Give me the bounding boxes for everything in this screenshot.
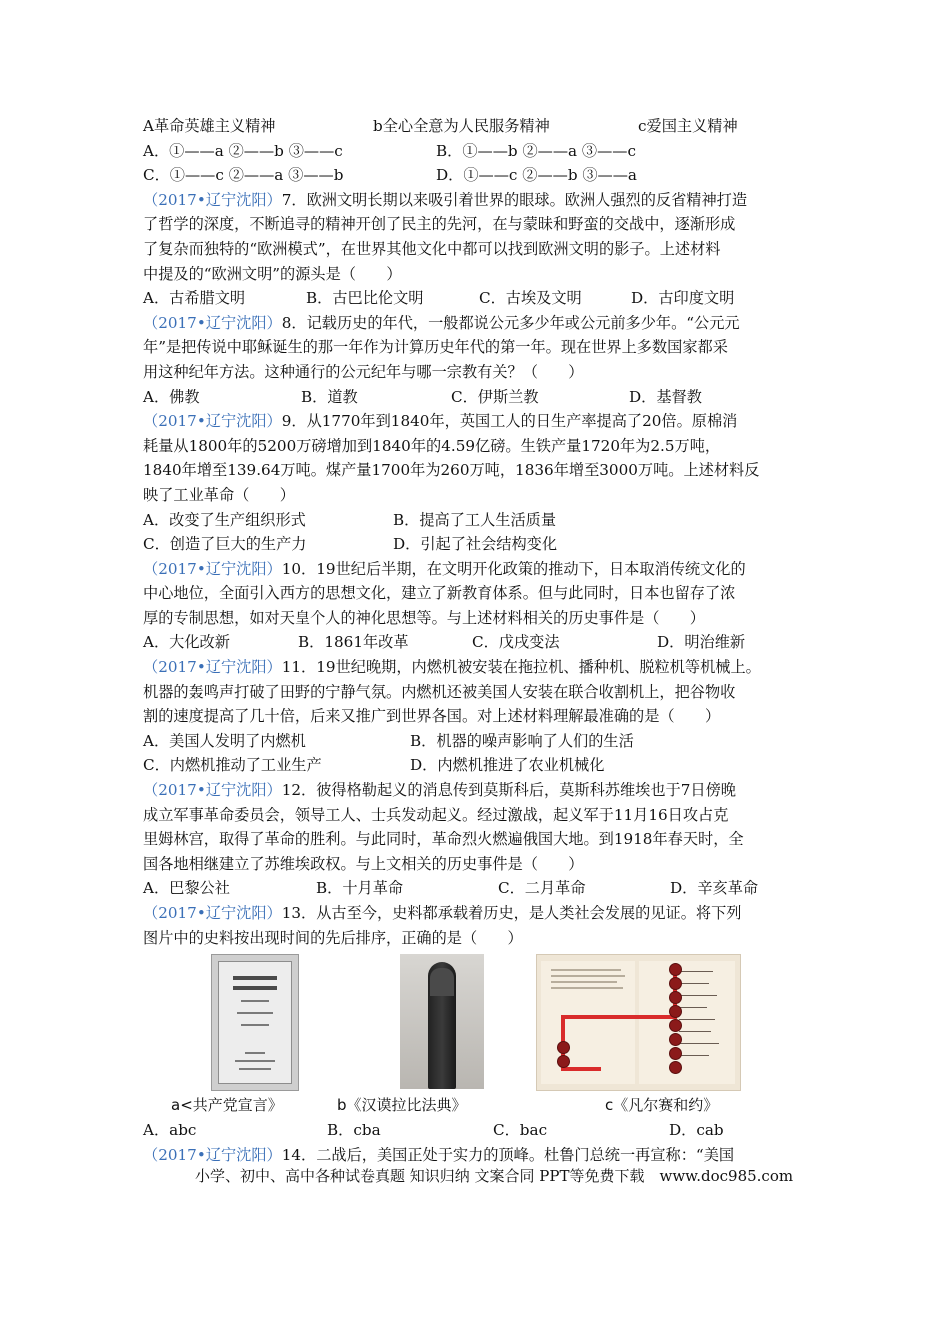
q7-line-1: （2017•辽宁沈阳）7．欧洲文明长期以来吸引着世界的眼球。欧洲人强烈的反省精神打造: [143, 190, 748, 209]
q9-line-1: （2017•辽宁沈阳）9．从1770年到1840年，英国工人的日生产率提高了20倍。原棉消: [143, 412, 738, 431]
q9-options-row1: A．改变了生产组织形式 B．提高了工人生活质量: [143, 510, 557, 529]
q8-line-3: 用这种纪年方法。这种通行的公元纪年与哪一宗教有关？（ ）: [143, 362, 584, 381]
q8-line-2: 年”是把传说中耶稣诞生的那一年作为计算历史年代的第一年。现在世界上多数国家都采: [143, 338, 728, 357]
q11-line-2: 机器的轰鸣声打破了田野的宁静气氛。内燃机还被美国人安装在联合收割机上，把谷物收: [143, 682, 736, 701]
q10-line-1: （2017•辽宁沈阳）10．19世纪后半期，在文明开化政策的推动下，日本取消传统文化的: [143, 559, 746, 578]
q6-options-row2: C．①——c ②——a ③——b D．①——c ②——b ③——a: [143, 166, 637, 185]
q11-options-row1: A．美国人发明了内燃机 B．机器的噪声影响了人们的生活: [143, 731, 634, 750]
source-tag: （2017•辽宁沈阳）: [143, 781, 282, 800]
q12-line-2: 成立军事革命委员会，领导工人、士兵发动起义。经过激战，起义军于11月16日攻占克: [143, 805, 729, 824]
q7-options: A．古希腊文明 B．古巴比伦文明 C．古埃及文明 D．古印度文明: [143, 289, 735, 308]
q12-line-3: 里姆林宫，取得了革命的胜利。与此同时，革命烈火燃遍俄国大地。到1918年春天时，全: [143, 830, 744, 849]
q13-figures: [143, 950, 815, 1160]
q11-line-3: 割的速度提高了几十倍，后来又推广到世界各国。对上述材料理解最准确的是（ ）: [143, 707, 721, 726]
q9-line-3: 1840年增至139.64万吨。煤产量1700年为260万吨，1836年增至3000万吨。上述材料反: [143, 461, 760, 480]
caption-b: b《汉谟拉比法典》: [337, 1096, 467, 1115]
q9-line-4: 映了工业革命（ ）: [143, 485, 295, 504]
q13-line-2: 图片中的史料按出现时间的先后排序，正确的是（ ）: [143, 928, 523, 947]
q10-line-2: 中心地位，全面引入西方的思想文化，建立了新教育体系。但与此同时，日本也留存了浓: [143, 584, 736, 603]
q7-line-3: 了复杂而独特的“欧洲模式”，在世界其他文化中都可以找到欧洲文明的影子。上述材料: [143, 239, 721, 258]
caption-a: a<共产党宣言》: [171, 1096, 283, 1115]
q10-line-3: 厚的专制思想，如对天皇个人的神化思想等。与上述材料相关的历史事件是（ ）: [143, 608, 705, 627]
q11-line-1: （2017•辽宁沈阳）11．19世纪晚期，内燃机被安装在拖拉机、播种机、脱粒机等机械上。: [143, 658, 761, 677]
answer-choice-labels: A革命英雄主义精神 b全心全意为人民服务精神 c爱国主义精神: [143, 117, 738, 135]
q6-options-row1: A．①——a ②——b ③——c B．①——b ②——a ③——c: [143, 141, 636, 160]
source-tag: （2017•辽宁沈阳）: [143, 412, 282, 431]
q10-options: A．大化改新 B．1861年改革 C．戊戌变法 D．明治维新: [143, 633, 746, 652]
q12-options: A．巴黎公社 B．十月革命 C．二月革命 D．辛亥革命: [143, 879, 759, 898]
source-tag: （2017•辽宁沈阳）: [143, 658, 282, 677]
q11-options-row2: C．内燃机推动了工业生产 D．内燃机推进了农业机械化: [143, 756, 605, 775]
q8-line-1: （2017•辽宁沈阳）8．记载历史的年代，一般都说公元多少年或公元前多少年。“公元元: [143, 313, 740, 332]
q7-line-4: 中提及的“欧洲文明”的源头是（ ）: [143, 264, 402, 283]
source-tag: （2017•辽宁沈阳）: [143, 904, 282, 922]
exam-page: [143, 114, 815, 1167]
q9-options-row2: C．创造了巨大的生产力 D．引起了社会结构变化: [143, 535, 558, 554]
q13-line-1: （2017•辽宁沈阳）13．从古至今，史料都承载着历史，是人类社会发展的见证。将下列: [143, 904, 742, 922]
q14-line-1: （2017•辽宁沈阳）14．二战后，美国正处于实力的顶峰。杜鲁门总统一再宣称：“美国: [143, 1145, 735, 1164]
q13-options: A．abc B．cba C．bac D．cab: [143, 1121, 724, 1140]
communist-manifesto-image: [211, 954, 299, 1091]
source-tag: （2017•辽宁沈阳）: [143, 313, 282, 332]
caption-c: c《凡尔赛和约》: [605, 1096, 719, 1115]
q8-options: A．佛教 B．道教 C．伊斯兰教 D．基督教: [143, 387, 702, 406]
q9-line-2: 耗量从1800年的5200万磅增加到1840年的4.59亿磅。生铁产量1720年为2.5万吨，: [143, 436, 721, 455]
code-of-hammurabi-image: [400, 954, 484, 1089]
treaty-of-versailles-image: [536, 954, 741, 1091]
q12-line-4: 国各地相继建立了苏维埃政权。与上文相关的历史事件是（ ）: [143, 854, 584, 873]
q12-line-1: （2017•辽宁沈阳）12．彼得格勒起义的消息传到莫斯科后，莫斯科苏维埃也于7日傍晚: [143, 781, 736, 800]
page-footer: 小学、初中、高中各种试卷真题 知识归纳 文案合同 PPT等免费下载 www.doc985.com: [195, 1167, 794, 1185]
q7-line-2: 了哲学的深度，不断追寻的精神开创了民主的先河，在与蒙昧和野蛮的交战中，逐渐形成: [143, 215, 736, 234]
source-tag: （2017•辽宁沈阳）: [143, 190, 282, 209]
source-tag: （2017•辽宁沈阳）: [143, 559, 282, 578]
source-tag: （2017•辽宁沈阳）: [143, 1145, 282, 1164]
